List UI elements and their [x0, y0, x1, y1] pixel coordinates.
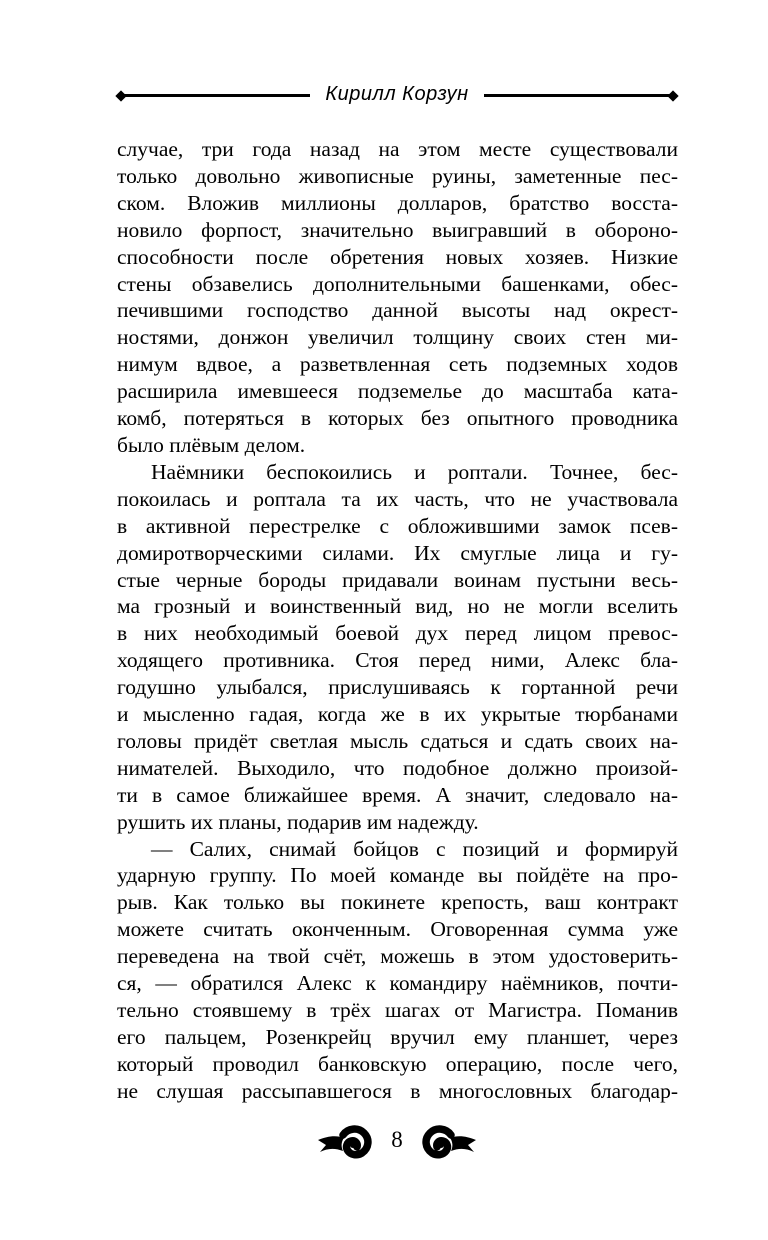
- text-line: ском. Вложив миллионы долларов, братство восста-: [117, 190, 678, 215]
- text-block: [117, 136, 678, 1105]
- text-line: ма грозный и воинственный вид, но не могли вселить: [117, 594, 678, 619]
- text-line: переведена на твой счёт, можешь в этом удостоверить-: [117, 944, 678, 969]
- text-line: не слушая рассыпавшегося в многословных благодар-: [117, 1078, 678, 1103]
- text-line: в них необходимый боевой дух перед лицом превос-: [117, 621, 678, 646]
- diamond-end-icon: [667, 90, 678, 101]
- text-line: головы придёт светлая мысль сдаться и сдать своих на-: [117, 728, 678, 753]
- text-line: и мысленно гадая, когда же в их укрытые тюрбанами: [117, 702, 678, 727]
- diamond-end-icon: [115, 90, 126, 101]
- text-line: покоилась и роптала та их часть, что не участвовала: [117, 486, 678, 511]
- text-line: рыв. Как только вы покинете крепость, ваш контракт: [117, 890, 678, 915]
- text-line: стые черные бороды придавали воинам пустыни весь-: [117, 567, 678, 592]
- text-line: было плёвым делом.: [117, 432, 306, 457]
- text-line: можете считать оконченным. Оговоренная сумма уже: [117, 917, 678, 942]
- text-line: домиротворческими силами. Их смуглые лица и гу-: [117, 540, 678, 565]
- text-line: его пальцем, Розенкрейц вручил ему планшет, через: [117, 1024, 678, 1049]
- text-line: нимателей. Выходило, что подобное должно произой-: [117, 755, 678, 780]
- text-line: Наёмники беспокоились и роптали. Точнее, бес-: [151, 459, 678, 484]
- text-line: новило форпост, значительно выигравший в обороно-: [117, 217, 678, 242]
- text-line: ходящего противника. Стоя перед ними, Алекс бла-: [117, 648, 678, 673]
- text-line: в активной перестрелке с обложившими замок псев-: [117, 513, 678, 538]
- text-line: нимум вдвое, а разветвленная сеть подземных ходов: [117, 352, 678, 377]
- page-footer: [13, 1124, 768, 1162]
- text-line: случае, три года назад на этом месте существовали: [117, 137, 678, 161]
- text-line: ти в самое ближайшее время. А значит, следовало на-: [117, 782, 678, 807]
- text-line: способности после обретения новых хозяев. Низкие: [117, 244, 678, 269]
- text-line: годушно улыбался, прислушиваясь к гортанной речи: [117, 675, 678, 700]
- text-line: только довольно живописные руины, заметенные пес-: [117, 163, 678, 188]
- page-number: 8: [391, 1127, 403, 1152]
- text-line: — Салих, снимай бойцов с позиций и формируй: [151, 836, 678, 861]
- text-line: рушить их планы, подарив им надежду.: [117, 809, 479, 834]
- text-line: печившими господство данной высоты над окрест-: [117, 298, 678, 323]
- text-line: ся, — обратился Алекс к командиру наёмников, почти-: [117, 971, 678, 996]
- text-line: тельно стоявшему в трёх шагах от Магистра. Поманив: [117, 998, 678, 1022]
- swirl-ornament-right-icon: [417, 1124, 479, 1162]
- author-name: Кирилл Корзун: [325, 83, 469, 105]
- running-head: [117, 84, 677, 107]
- swirl-ornament-left-icon: [315, 1124, 377, 1162]
- text-line: расширила имевшееся подземелье до масштаба ката-: [117, 379, 678, 404]
- header-rule-left: [123, 94, 310, 97]
- text-line: комб, потеряться в которых без опытного проводника: [117, 406, 678, 431]
- header-rule-right: [484, 94, 671, 97]
- text-line: который проводил банковскую операцию, после чего,: [117, 1051, 678, 1076]
- text-line: стены обзавелись дополнительными башенками, обес-: [117, 271, 678, 296]
- text-line: ностями, донжон увеличил толщину своих стен ми-: [117, 325, 678, 350]
- text-line: ударную группу. По моей команде вы пойдёте на про-: [117, 863, 678, 888]
